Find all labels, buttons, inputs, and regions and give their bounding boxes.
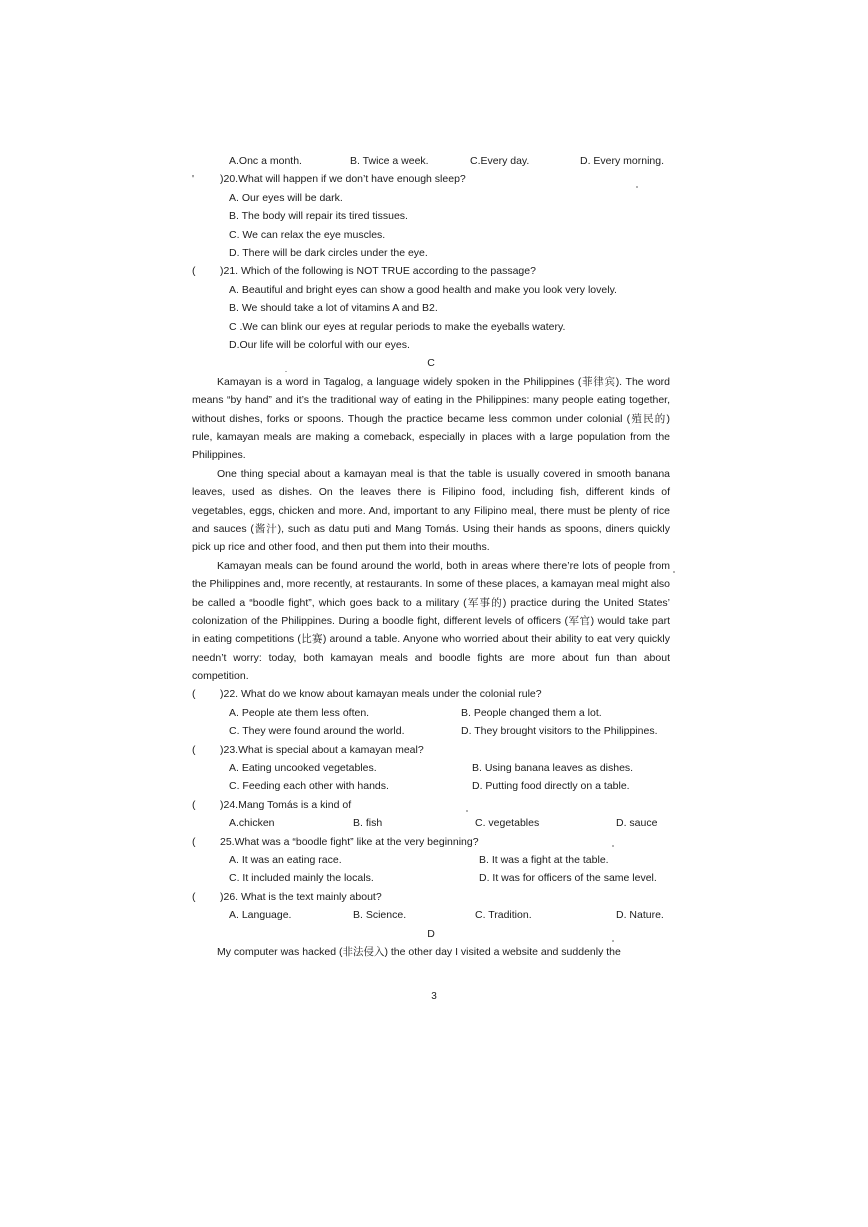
q23-option-c: C. Feeding each other with hands. [229, 780, 389, 793]
q26-stem [192, 888, 670, 906]
page-number: 3 [431, 991, 437, 1002]
q22-option-c: C. They were found around the world. [229, 725, 405, 738]
q24-option-b: B. fish [353, 817, 383, 830]
q24-option-c: C. vegetables [475, 817, 540, 830]
section-heading-c: C [427, 357, 435, 370]
q25-options-cd [192, 869, 670, 887]
passage-c-paragraph-1: Kamayan is a word in Tagalog, a language widely spoken in the Philippines (菲律宾). The word means “by hand” and it’s the traditional way of eating in the Philippines: many people eating together, without dishes, forks or spoons. Though the practice became less common under colonial (殖民的) rule, kamayan meals are making a comeback, especially in places with a large population from the Philippines. [192, 375, 670, 462]
q25-option-d: D. It was for officers of the same level. [479, 872, 657, 885]
q22-option-b: B. People changed them a lot. [461, 706, 602, 719]
q23-options-cd [192, 777, 670, 795]
q19-option-c: C.Every day. [470, 155, 530, 167]
answer-bracket: ( [192, 688, 196, 701]
question-text: 25.What was a “boodle fight” like at the very beginning? [220, 835, 479, 848]
q21-option-b: B. We should take a lot of vitamins A and B2. [229, 302, 438, 315]
q25-options-ab [192, 851, 670, 869]
q24-option-a: A.chicken [229, 817, 275, 830]
passage-c-paragraph-2: One thing special about a kamayan meal is that the table is usually covered in smooth banana leaves, used as dishes. On the leaves there is Filipino food, including fish, different kinds of vegetables, eggs, chicken and more. And, important to any Filipino meal, there must be plenty of rice and sauces (酱汁), such as datu puti and Mang Tomás. Using their hands as spoons, diners quickly pick up rice and other food, and then put them into their mouths. [192, 467, 670, 554]
q20-stem [192, 170, 670, 188]
question-text: )24.Mang Tomás is a kind of [220, 798, 352, 811]
q23-options-ab [192, 759, 670, 777]
scan-speck [285, 371, 287, 372]
q20-option-a: A. Our eyes will be dark. [229, 191, 343, 204]
q23-option-a: A. Eating uncooked vegetables. [229, 762, 377, 775]
q26-option-b: B. Science. [353, 909, 407, 922]
page-content [192, 152, 670, 961]
q20-option-d: D. There will be dark circles under the eye. [229, 246, 428, 259]
q21-stem [192, 262, 670, 280]
q20-option-c: C. We can relax the eye muscles. [229, 228, 386, 241]
q22-option-d: D. They brought visitors to the Philippines. [461, 725, 658, 738]
passage-c-paragraph-3: Kamayan meals can be found around the world, both in areas where there’re lots of people from the Philippines and, more recently, at restaurants. In some of these places, a kamayan meal might also be called a “boodle fight”, which goes back to a military (军事的) practice during the United States’ colonization of the Philippines. During a boodle fight, different levels of officers (军官) would take part in eating competitions (比赛) around a table. Anyone who worried about their ability to eat very quickly needn’t worry: today, both kamayan meals and boodle fights are more about fun than about competition. [192, 559, 670, 683]
q23-option-d: D. Putting food directly on a table. [472, 780, 630, 793]
q25-option-a: A. It was an eating race. [229, 854, 342, 866]
q26-option-c: C. Tradition. [475, 909, 532, 922]
q19-option-b: B. Twice a week. [350, 155, 429, 167]
passage-c [192, 373, 670, 686]
q20-option-b: B. The body will repair its tired tissues. [229, 210, 408, 223]
q21-option-c: C .We can blink our eyes at regular periods to make the eyeballs watery. [229, 320, 566, 333]
q23-option-b: B. Using banana leaves as dishes. [472, 762, 634, 775]
question-text: )20.What will happen if we don’t have enough sleep? [220, 173, 466, 186]
scan-speck [673, 571, 675, 573]
section-heading-d: D [427, 927, 435, 940]
q24-stem [192, 796, 670, 814]
q22-option-a: A. People ate them less often. [229, 706, 370, 719]
question-text: )26. What is the text mainly about? [220, 890, 382, 903]
answer-bracket: ( [192, 743, 196, 756]
answer-bracket: ' [192, 173, 195, 186]
question-text: )22. What do we know about kamayan meals under the colonial rule? [220, 688, 542, 701]
question-text: )23.What is special about a kamayan meal? [220, 743, 424, 756]
scan-speck [612, 940, 614, 942]
q25-option-c: C. It included mainly the locals. [229, 872, 374, 885]
q19-options [192, 152, 670, 170]
answer-bracket: ( [192, 798, 196, 811]
q25-stem [192, 833, 670, 851]
answer-bracket: ( [192, 265, 196, 278]
answer-bracket: ( [192, 890, 196, 903]
q21-option-d: D.Our life will be colorful with our eyes. [229, 338, 410, 351]
answer-bracket: ( [192, 835, 196, 848]
scan-speck [612, 845, 614, 847]
q26-option-d: D. Nature. [616, 909, 664, 922]
q21-option-a: A. Beautiful and bright eyes can show a good health and make you look very lovely. [229, 283, 617, 296]
q26-options [192, 906, 670, 924]
q23-stem [192, 741, 670, 759]
q25-option-b: B. It was a fight at the table. [479, 854, 609, 866]
q22-stem [192, 685, 670, 703]
q26-option-a: A. Language. [229, 909, 292, 922]
q19-option-d: D. Every morning. [580, 155, 665, 167]
q22-options-ab [192, 704, 670, 722]
scan-speck [636, 186, 638, 188]
q22-options-cd [192, 722, 670, 740]
q24-options [192, 814, 670, 832]
scan-speck [466, 810, 468, 812]
q24-option-d: D. sauce [616, 817, 658, 830]
passage-d-first-line: My computer was hacked (非法侵入) the other day I visited a website and suddenly the [217, 945, 621, 958]
question-text: )21. Which of the following is NOT TRUE according to the passage? [220, 265, 536, 278]
q19-option-a: A.Onc a month. [229, 155, 302, 167]
